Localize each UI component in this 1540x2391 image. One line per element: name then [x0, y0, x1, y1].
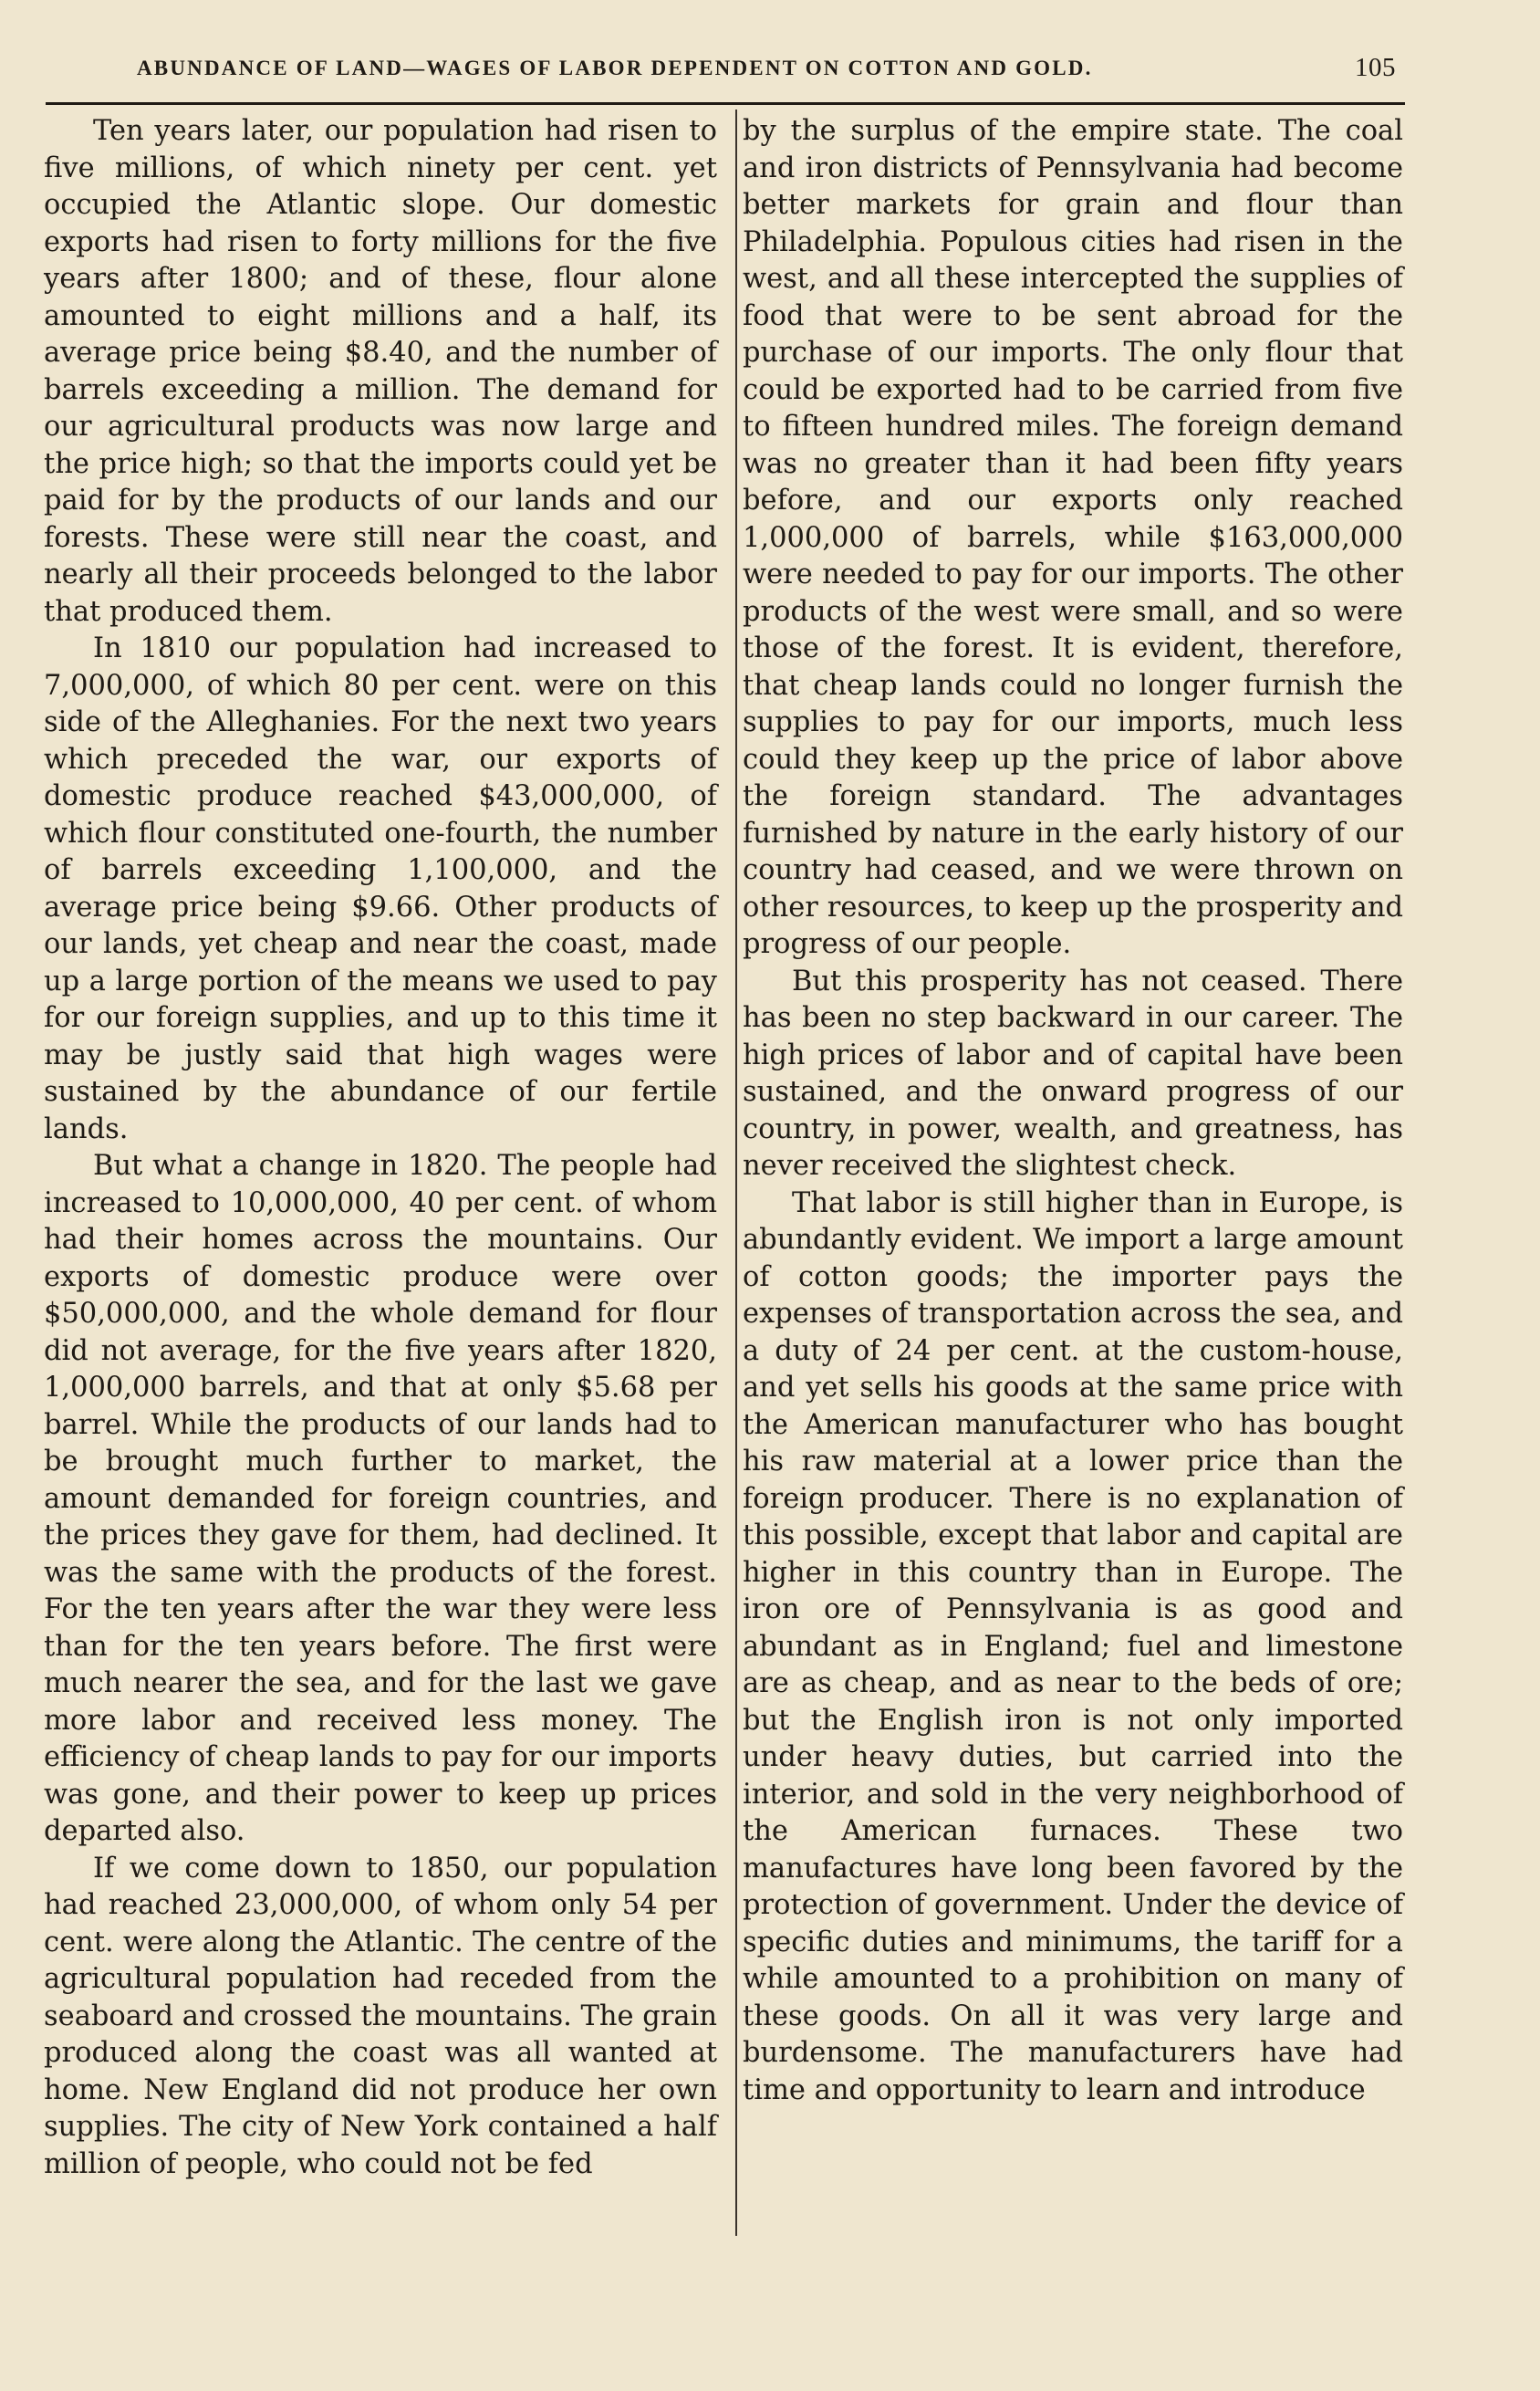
header-rule: [46, 102, 1405, 105]
left-column: [44, 113, 717, 2183]
running-title: ABUNDANCE OF LAND—WAGES OF LABOR DEPENDENT ON COTTON AND GOLD.: [137, 57, 1093, 79]
page-number: 105: [1355, 53, 1396, 82]
paragraph: Ten years later, our population had risen to five millions, of which ninety per cent. yet occupied the Atlantic slope. Our domestic exports had risen to forty millions for the five years after 1800; and of these, flour alone amounted to eight millions and a half, its average price being $8.40, and the number of barrels exceeding a million. The demand for our agricultural products was now large and the price high; so that the imports could yet be paid for by the products of our lands and our forests. These were still near the coast, and nearly all their proceeds belonged to the labor that produced them.: [44, 115, 717, 628]
column-divider: [735, 110, 737, 2236]
paragraph: In 1810 our population had increased to 7,000,000, of which 80 per cent. were on this side of the Alleghanies. For the next two years which preceded the war, our exports of domestic produce reached $43,000,000, of which flour constituted one-fourth, the number of barrels exceeding 1,100,000, and the average price being $9.66. Other products of our lands, yet cheap and near the coast, made up a large portion of the means we used to pay for our foreign supplies, and up to this time it may be justly said that high wages were sustained by the abundance of our fertile lands.: [44, 632, 717, 1145]
paragraph: That labor is still higher than in Europe, is abundantly evident. We import a large amount of cotton goods; the importer pays the expenses of transportation across the sea, and a duty of 24 per cent. at the custom-house, and yet sells his goods at the same price with the American manufacturer who has bought his raw material at a lower price than the foreign producer. There is no explanation of this possible, except that labor and capital are higher in this country than in Europe. The iron ore of Pennsylvania is as good and abundant as in England; fuel and limestone are as cheap, and as near to the beds of ore; but the English iron is not only imported under heavy duties, but carried into the interior, and sold in the very neighborhood of the American furnaces. These two manufactures have long been favored by the protection of government. Under the device of specific duties and minimums, the tariff for a while amounted to a prohibition on many of these goods. On all it was very large and burdensome. The manufacturers have had time and opportunity to learn and introduce: [743, 1186, 1403, 2106]
right-column: [743, 113, 1403, 2109]
paragraph: If we come down to 1850, our population had reached 23,000,000, of whom only 54 per cent. were along the Atlantic. The centre of the agricultural population had receded from the seaboard and crossed the mountains. The grain produced along the coast was all wanted at home. New England did not produce her own supplies. The city of New York contained a half million of people, who could not be fed: [44, 1852, 717, 2180]
paragraph-continued: by the surplus of the empire state. The coal and iron districts of Pennsylvania had become better markets for grain and flour than Philadelphia. Populous cities had risen in the west, and all these intercepted the supplies of food that were to be sent abroad for the purchase of our imports. The only flour that could be exported had to be carried from five to fifteen hundred miles. The foreign demand was no greater than it had been fifty years before, and our exports only reached 1,000,000 of barrels, while $163,000,000 were needed to pay for our imports. The other products of the west were small, and so were those of the forest. It is evident, therefore, that cheap lands could no longer furnish the supplies to pay for our imports, much less could they keep up the price of labor above the foreign standard. The advantages furnished by nature in the early history of our country had ceased, and we were thrown on other resources, to keep up the prosperity and progress of our people.: [743, 115, 1403, 960]
running-header: [137, 53, 1396, 89]
paragraph: But this prosperity has not ceased. There has been no step backward in our career. The high prices of labor and of capital have been sustained, and the onward progress of our country, in power, wealth, and greatness, has never received the slightest check.: [743, 965, 1403, 1182]
paragraph: But what a change in 1820. The people had increased to 10,000,000, 40 per cent. of whom had their homes across the mountains. Our exports of domestic produce were over $50,000,000, and the whole demand for flour did not average, for the five years after 1820, 1,000,000 barrels, and that at only $5.68 per barrel. While the products of our lands had to be brought much further to market, the amount demanded for foreign countries, and the prices they gave for them, had declined. It was the same with the products of the forest. For the ten years after the war they were less than for the ten years before. The first were much nearer the sea, and for the last we gave more labor and received less money. The efficiency of cheap lands to pay for our imports was gone, and their power to keep up prices departed also.: [44, 1150, 717, 1847]
